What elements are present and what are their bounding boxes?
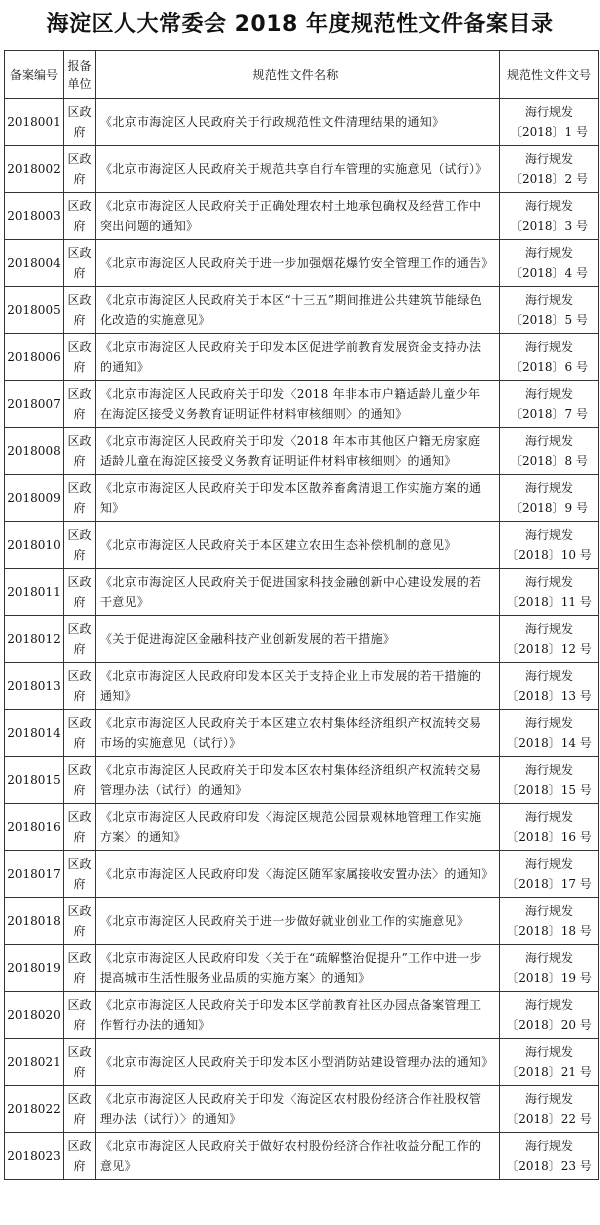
doc-number: 〔2018〕23 号 [506, 1159, 592, 1173]
doc-prefix: 海行规发 [524, 434, 573, 448]
doc-prefix: 海行规发 [524, 951, 573, 965]
table-row [5, 898, 599, 945]
doc-prefix: 海行规发 [524, 1092, 573, 1106]
doc-number: 〔2018〕6 号 [510, 360, 588, 374]
row-unit: 区政府 [64, 804, 96, 851]
row-document-name: 《北京市海淀区人民政府关于促进国家科技金融创新中心建设发展的若干意见》 [96, 569, 500, 616]
row-document-name: 《北京市海淀区人民政府关于正确处理农村土地承包确权及经营工作中突出问题的通知》 [96, 193, 500, 240]
doc-prefix: 海行规发 [524, 998, 573, 1012]
doc-prefix: 海行规发 [524, 387, 573, 401]
table-row [5, 240, 599, 287]
row-document-name: 《北京市海淀区人民政府印发本区关于支持企业上市发展的若干措施的通知》 [96, 663, 500, 710]
row-code: 2018020 [5, 992, 64, 1039]
row-unit: 区政府 [64, 663, 96, 710]
row-document-number [500, 616, 599, 663]
doc-number: 〔2018〕1 号 [510, 125, 588, 139]
row-document-number [500, 851, 599, 898]
row-unit: 区政府 [64, 710, 96, 757]
row-unit: 区政府 [64, 1086, 96, 1133]
table-row [5, 663, 599, 710]
doc-prefix: 海行规发 [524, 716, 573, 730]
table-row [5, 757, 599, 804]
doc-prefix: 海行规发 [524, 1045, 573, 1059]
row-code: 2018018 [5, 898, 64, 945]
row-code: 2018005 [5, 287, 64, 334]
doc-prefix: 海行规发 [524, 763, 573, 777]
row-document-number [500, 287, 599, 334]
row-document-number [500, 1133, 599, 1180]
row-unit: 区政府 [64, 757, 96, 804]
row-code: 2018007 [5, 381, 64, 428]
table-row [5, 616, 599, 663]
row-document-name: 《北京市海淀区人民政府关于行政规范性文件清理结果的通知》 [96, 99, 500, 146]
row-code: 2018006 [5, 334, 64, 381]
row-unit: 区政府 [64, 569, 96, 616]
table-row [5, 569, 599, 616]
row-document-number [500, 898, 599, 945]
row-unit: 区政府 [64, 381, 96, 428]
doc-prefix: 海行规发 [524, 622, 573, 636]
row-document-name: 《关于促进海淀区金融科技产业创新发展的若干措施》 [96, 616, 500, 663]
row-code: 2018022 [5, 1086, 64, 1133]
row-unit: 区政府 [64, 99, 96, 146]
row-document-name: 《北京市海淀区人民政府关于进一步做好就业创业工作的实施意见》 [96, 898, 500, 945]
doc-number: 〔2018〕2 号 [510, 172, 588, 186]
row-code: 2018003 [5, 193, 64, 240]
row-code: 2018002 [5, 146, 64, 193]
table-row [5, 851, 599, 898]
row-document-number [500, 334, 599, 381]
row-document-number [500, 146, 599, 193]
table-row [5, 475, 599, 522]
row-document-number [500, 663, 599, 710]
doc-prefix: 海行规发 [524, 528, 573, 542]
doc-number: 〔2018〕21 号 [506, 1065, 592, 1079]
row-document-number [500, 569, 599, 616]
row-unit: 区政府 [64, 992, 96, 1039]
row-document-name: 《北京市海淀区人民政府印发〈关于在“疏解整治促提升”工作中进一步提高城市生活性服务业品质的实施方案〉的通知》 [96, 945, 500, 992]
row-document-name: 《北京市海淀区人民政府关于本区建立农田生态补偿机制的意见》 [96, 522, 500, 569]
doc-number: 〔2018〕14 号 [506, 736, 592, 750]
row-code: 2018012 [5, 616, 64, 663]
row-document-name: 《北京市海淀区人民政府印发〈海淀区规范公园景观林地管理工作实施方案〉的通知》 [96, 804, 500, 851]
row-document-number [500, 992, 599, 1039]
row-unit: 区政府 [64, 193, 96, 240]
table-row [5, 1133, 599, 1180]
row-code: 2018013 [5, 663, 64, 710]
row-code: 2018001 [5, 99, 64, 146]
doc-number: 〔2018〕12 号 [506, 642, 592, 656]
row-document-name: 《北京市海淀区人民政府关于印发〈海淀区农村股份经济合作社股权管理办法（试行）〉的通知》 [96, 1086, 500, 1133]
row-unit: 区政府 [64, 240, 96, 287]
doc-number: 〔2018〕4 号 [510, 266, 588, 280]
doc-number: 〔2018〕19 号 [506, 971, 592, 985]
table-row [5, 146, 599, 193]
table-row [5, 381, 599, 428]
table-row [5, 1039, 599, 1086]
row-document-name: 《北京市海淀区人民政府关于印发本区小型消防站建设管理办法的通知》 [96, 1039, 500, 1086]
header-doc: 规范性文件文号 [500, 51, 599, 99]
doc-number: 〔2018〕20 号 [506, 1018, 592, 1032]
row-code: 2018009 [5, 475, 64, 522]
header-code: 备案编号 [5, 51, 64, 99]
row-document-number [500, 193, 599, 240]
row-document-name: 《北京市海淀区人民政府关于本区建立农村集体经济组织产权流转交易市场的实施意见（试行）》 [96, 710, 500, 757]
doc-prefix: 海行规发 [524, 199, 573, 213]
row-code: 2018021 [5, 1039, 64, 1086]
row-unit: 区政府 [64, 851, 96, 898]
row-code: 2018008 [5, 428, 64, 475]
doc-number: 〔2018〕5 号 [510, 313, 588, 327]
table-body [5, 99, 599, 1180]
doc-number: 〔2018〕9 号 [510, 501, 588, 515]
row-unit: 区政府 [64, 616, 96, 663]
row-document-name: 《北京市海淀区人民政府关于印发本区促进学前教育发展资金支持办法的通知》 [96, 334, 500, 381]
row-code: 2018011 [5, 569, 64, 616]
table-row [5, 193, 599, 240]
page-title: 海淀区人大常委会 2018 年度规范性文件备案目录 [46, 12, 554, 37]
row-document-number [500, 710, 599, 757]
doc-prefix: 海行规发 [524, 246, 573, 260]
row-code: 2018010 [5, 522, 64, 569]
doc-prefix: 海行规发 [524, 575, 573, 589]
row-document-number [500, 522, 599, 569]
table-row [5, 287, 599, 334]
doc-number: 〔2018〕11 号 [506, 595, 592, 609]
table-row [5, 334, 599, 381]
header-name: 规范性文件名称 [96, 51, 500, 99]
row-document-number [500, 428, 599, 475]
doc-prefix: 海行规发 [524, 857, 573, 871]
row-document-number [500, 1086, 599, 1133]
row-document-number [500, 804, 599, 851]
doc-number: 〔2018〕15 号 [506, 783, 592, 797]
row-code: 2018014 [5, 710, 64, 757]
table-row [5, 992, 599, 1039]
table-row [5, 945, 599, 992]
row-document-name: 《北京市海淀区人民政府关于印发〈2018 年本市其他区户籍无房家庭适龄儿童在海淀区接受义务教育证明证件材料审核细则〉的通知》 [96, 428, 500, 475]
row-code: 2018017 [5, 851, 64, 898]
table-row [5, 804, 599, 851]
table-row [5, 710, 599, 757]
row-document-name: 《北京市海淀区人民政府关于印发本区学前教育社区办园点备案管理工作暂行办法的通知》 [96, 992, 500, 1039]
row-document-number [500, 757, 599, 804]
table-row [5, 99, 599, 146]
row-unit: 区政府 [64, 1133, 96, 1180]
doc-prefix: 海行规发 [524, 481, 573, 495]
doc-prefix: 海行规发 [524, 904, 573, 918]
doc-number: 〔2018〕18 号 [506, 924, 592, 938]
row-document-number [500, 240, 599, 287]
doc-number: 〔2018〕10 号 [506, 548, 592, 562]
doc-prefix: 海行规发 [524, 152, 573, 166]
row-unit: 区政府 [64, 898, 96, 945]
row-code: 2018019 [5, 945, 64, 992]
doc-number: 〔2018〕3 号 [510, 219, 588, 233]
row-document-number [500, 99, 599, 146]
row-document-number [500, 475, 599, 522]
row-unit: 区政府 [64, 334, 96, 381]
table-row [5, 522, 599, 569]
doc-prefix: 海行规发 [524, 669, 573, 683]
row-code: 2018015 [5, 757, 64, 804]
row-document-number [500, 381, 599, 428]
table-header-row [5, 51, 599, 99]
row-document-name: 《北京市海淀区人民政府关于印发本区农村集体经济组织产权流转交易管理办法（试行）的通知》 [96, 757, 500, 804]
row-document-name: 《北京市海淀区人民政府关于印发〈2018 年非本市户籍适龄儿童少年在海淀区接受义务教育证明证件材料审核细则〉的通知》 [96, 381, 500, 428]
row-unit: 区政府 [64, 287, 96, 334]
row-document-name: 《北京市海淀区人民政府关于做好农村股份经济合作社收益分配工作的意见》 [96, 1133, 500, 1180]
doc-number: 〔2018〕16 号 [506, 830, 592, 844]
row-document-name: 《北京市海淀区人民政府关于进一步加强烟花爆竹安全管理工作的通告》 [96, 240, 500, 287]
doc-prefix: 海行规发 [524, 293, 573, 307]
row-code: 2018016 [5, 804, 64, 851]
table-row [5, 1086, 599, 1133]
row-code: 2018023 [5, 1133, 64, 1180]
row-unit: 区政府 [64, 522, 96, 569]
row-document-name: 《北京市海淀区人民政府关于本区“十三五”期间推进公共建筑节能绿色化改造的实施意见》 [96, 287, 500, 334]
row-document-name: 《北京市海淀区人民政府印发〈海淀区随军家属接收安置办法〉的通知》 [96, 851, 500, 898]
row-document-name: 《北京市海淀区人民政府关于印发本区散养畜禽清退工作实施方案的通知》 [96, 475, 500, 522]
doc-number: 〔2018〕22 号 [506, 1112, 592, 1126]
row-unit: 区政府 [64, 146, 96, 193]
doc-number: 〔2018〕8 号 [510, 454, 588, 468]
header-unit: 报备单位 [64, 51, 96, 99]
doc-prefix: 海行规发 [524, 1139, 573, 1153]
row-unit: 区政府 [64, 1039, 96, 1086]
doc-number: 〔2018〕7 号 [510, 407, 588, 421]
doc-prefix: 海行规发 [524, 105, 573, 119]
filing-table [4, 50, 599, 1180]
row-unit: 区政府 [64, 945, 96, 992]
row-document-name: 《北京市海淀区人民政府关于规范共享自行车管理的实施意见（试行）》 [96, 146, 500, 193]
row-document-number [500, 1039, 599, 1086]
doc-number: 〔2018〕17 号 [506, 877, 592, 891]
row-document-number [500, 945, 599, 992]
row-unit: 区政府 [64, 428, 96, 475]
row-code: 2018004 [5, 240, 64, 287]
doc-prefix: 海行规发 [524, 810, 573, 824]
doc-prefix: 海行规发 [524, 340, 573, 354]
table-row [5, 428, 599, 475]
doc-number: 〔2018〕13 号 [506, 689, 592, 703]
row-unit: 区政府 [64, 475, 96, 522]
